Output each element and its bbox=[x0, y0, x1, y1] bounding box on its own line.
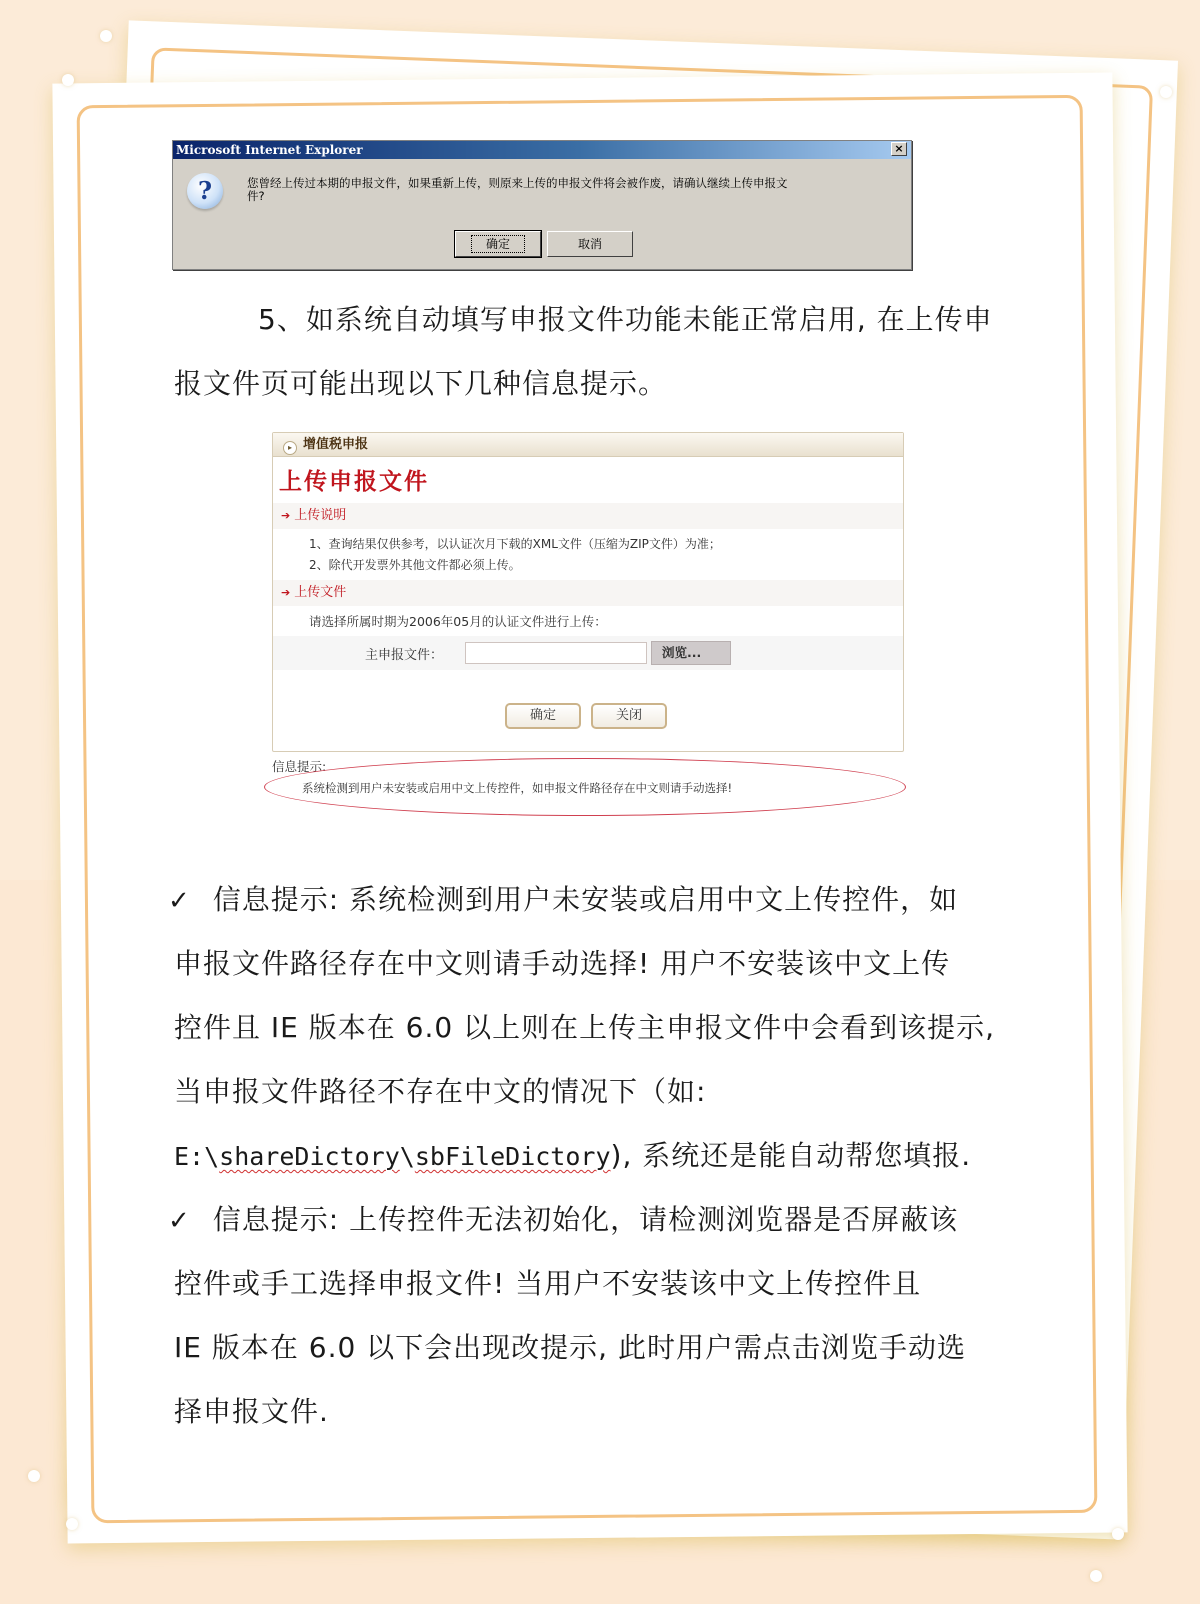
bullet-line: 择申报文件. bbox=[174, 1395, 329, 1428]
form-title: 上传申报文件 bbox=[279, 468, 429, 495]
panel-header bbox=[273, 433, 903, 457]
bullet-line: 控件或手工选择申报文件! 当用户不安装该中文上传控件且 bbox=[174, 1267, 922, 1300]
upload-instruction: 请选择所属时期为2006年05月的认证文件进行上传： bbox=[309, 614, 607, 629]
section-label: 上传说明 bbox=[294, 508, 347, 523]
path-suffix: ), 系统还是能自动帮您填报. bbox=[610, 1139, 972, 1172]
section-upload-notes bbox=[273, 503, 903, 529]
ok-label: 确定 bbox=[471, 235, 525, 253]
bullet-line: 当申报文件路径不存在中文的情况下（如: bbox=[174, 1075, 707, 1108]
path-segment: shareDictory bbox=[219, 1142, 400, 1171]
file-label: 主申报文件： bbox=[365, 648, 444, 663]
dialog-message-line: 您曾经上传过本期的申报文件，如果重新上传，则原来上传的申报文件将会被作废，请确认继续上传申报文 bbox=[247, 176, 788, 190]
dialog-title: Microsoft Internet Explorer bbox=[176, 143, 363, 157]
arrow-right-icon: ▸ bbox=[283, 441, 297, 455]
bullet-line: IE 版本在 6.0 以下会出现改提示, 此时用户需点击浏览手动选 bbox=[174, 1331, 966, 1364]
close-button[interactable]: 关闭 bbox=[591, 703, 667, 729]
upload-form-panel bbox=[272, 432, 904, 752]
dialog-cancel-button[interactable]: 取消 bbox=[547, 231, 633, 257]
arrow-icon: ➔ bbox=[281, 509, 291, 522]
bullet-line: 申报文件路径存在中文则请手动选择! 用户不安装该中文上传 bbox=[174, 947, 951, 980]
bullet-line bbox=[168, 1198, 958, 1238]
section-label: 上传文件 bbox=[294, 585, 347, 600]
intro-line: 报文件页可能出现以下几种信息提示。 bbox=[174, 367, 668, 400]
info-label: 信息提示: bbox=[272, 759, 327, 774]
bullet-text: 信息提示: 上传控件无法初始化，请检测浏览器是否屏蔽该 bbox=[212, 1203, 959, 1236]
dialog-message-line: 件? bbox=[247, 189, 265, 203]
bullet-line: 控件且 IE 版本在 6.0 以上则在上传主申报文件中会看到该提示, bbox=[174, 1011, 995, 1044]
ie-confirm-dialog bbox=[172, 140, 912, 270]
section-upload-file bbox=[273, 580, 903, 606]
file-row bbox=[273, 636, 903, 670]
checkmark-icon: ✓ bbox=[168, 1206, 191, 1236]
path-separator: \ bbox=[399, 1142, 415, 1171]
dialog-message bbox=[247, 177, 901, 203]
info-message: 系统检测到用户未安装或启用中文上传控件，如申报文件路径存在中文则请手动选择! bbox=[302, 781, 733, 795]
checkmark-icon: ✓ bbox=[168, 886, 191, 916]
intro-line: 5、如系统自动填写申报文件功能未能正常启用, 在上传申 bbox=[258, 303, 993, 336]
main-file-input[interactable] bbox=[465, 642, 647, 664]
dialog-ok-button[interactable] bbox=[455, 231, 541, 257]
bullet-line-path bbox=[174, 1134, 971, 1174]
confirm-button[interactable]: 确定 bbox=[505, 703, 581, 729]
bullet-line bbox=[168, 878, 958, 918]
note-item: 2、除代开发票外其他文件都必须上传。 bbox=[309, 558, 521, 572]
bullet-text: 信息提示: 系统检测到用户未安装或启用中文上传控件，如 bbox=[212, 883, 959, 916]
question-icon: ? bbox=[187, 173, 223, 209]
close-icon[interactable]: × bbox=[891, 142, 907, 156]
path-prefix: E:\ bbox=[174, 1142, 220, 1171]
arrow-icon: ➔ bbox=[281, 586, 291, 599]
note-item: 1、查询结果仅供参考，以认证次月下载的XML文件（压缩为ZIP文件）为准； bbox=[309, 537, 721, 551]
path-segment: sbFileDictory bbox=[414, 1142, 611, 1171]
dialog-titlebar bbox=[173, 141, 911, 159]
browse-button[interactable]: 浏览... bbox=[651, 641, 731, 665]
panel-header-label: 增值税申报 bbox=[303, 437, 369, 452]
